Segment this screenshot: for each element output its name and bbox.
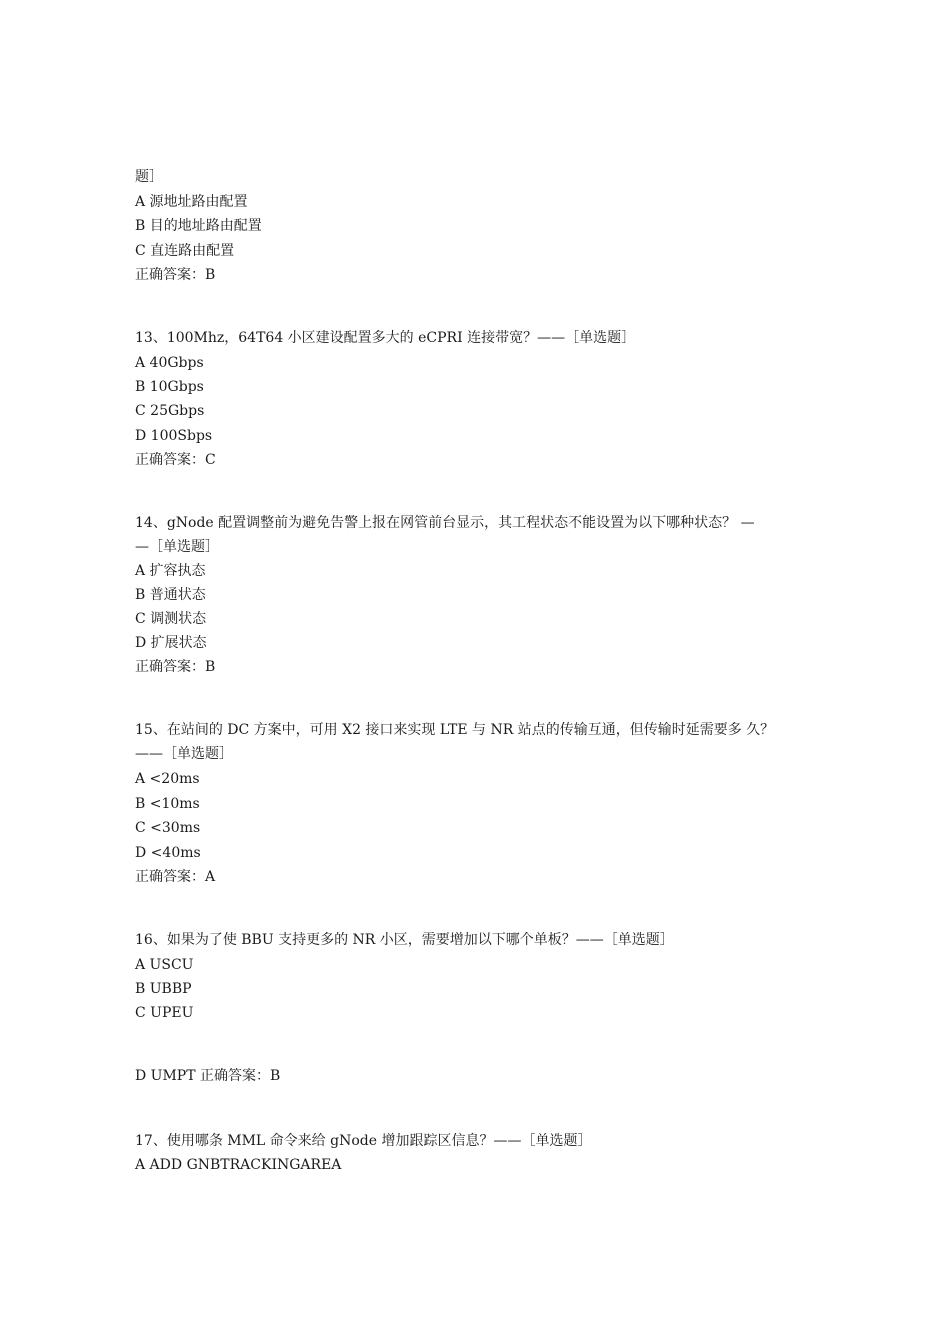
question-15-option-c: C <30ms xyxy=(135,820,201,836)
question-13-option-b: B 10Gbps xyxy=(135,379,204,395)
question-14-title-cont: —［单选题］ xyxy=(135,539,219,555)
question-14-option-a: A 扩容执态 xyxy=(135,563,206,579)
question-12-option-a: A 源地址路由配置 xyxy=(135,194,248,210)
question-14-option-c: C 调测状态 xyxy=(135,611,207,627)
question-17-title: 17、使用哪条 MML 命令来给 gNode 增加跟踪区信息？——［单选题］ xyxy=(135,1133,592,1149)
question-15-option-d: D <40ms xyxy=(135,845,201,861)
question-16-option-a: A USCU xyxy=(135,957,194,973)
question-14-option-b: B 普通状态 xyxy=(135,587,206,603)
question-15-option-b: B <10ms xyxy=(135,796,200,812)
question-15-option-a: A <20ms xyxy=(135,771,200,787)
question-12-option-c: C 直连路由配置 xyxy=(135,243,235,259)
question-13-option-d: D 100Sbps xyxy=(135,428,213,444)
question-13-option-a: A 40Gbps xyxy=(135,355,204,371)
question-16-option-d-answer: D UMPT 正确答案：B xyxy=(135,1068,281,1084)
question-14-answer: 正确答案：B xyxy=(135,659,216,675)
question-14-title: 14、gNode 配置调整前为避免告警上报在网管前台显示，其工程状态不能设置为以下哪种状态？ — xyxy=(135,515,755,531)
question-16-option-c: C UPEU xyxy=(135,1005,194,1021)
question-15-title-cont: ——［单选题］ xyxy=(135,746,233,762)
question-14-option-d: D 扩展状态 xyxy=(135,635,207,651)
question-13-title: 13、100Mhz，64T64 小区建设配置多大的 eCPRI 连接带宽？——［单选题］ xyxy=(135,330,636,346)
question-17-option-a: A ADD GNBTRACKINGAREA xyxy=(135,1157,342,1173)
question-16-option-b: B UBBP xyxy=(135,981,192,997)
question-15-title: 15、在站间的 DC 方案中，可用 X2 接口来实现 LTE 与 NR 站点的传输互通，但传输时延需要多 久？ xyxy=(135,722,775,738)
question-16-title: 16、如果为了使 BBU 支持更多的 NR 小区，需要增加以下哪个单板？——［单选题］ xyxy=(135,932,674,948)
question-15-answer: 正确答案：A xyxy=(135,869,216,885)
question-12-answer: 正确答案：B xyxy=(135,267,216,283)
question-13-option-c: C 25Gbps xyxy=(135,403,205,419)
question-12-option-b: B 目的地址路由配置 xyxy=(135,218,262,234)
question-13-answer: 正确答案：C xyxy=(135,452,216,468)
question-12-title-end: 题］ xyxy=(135,169,163,185)
